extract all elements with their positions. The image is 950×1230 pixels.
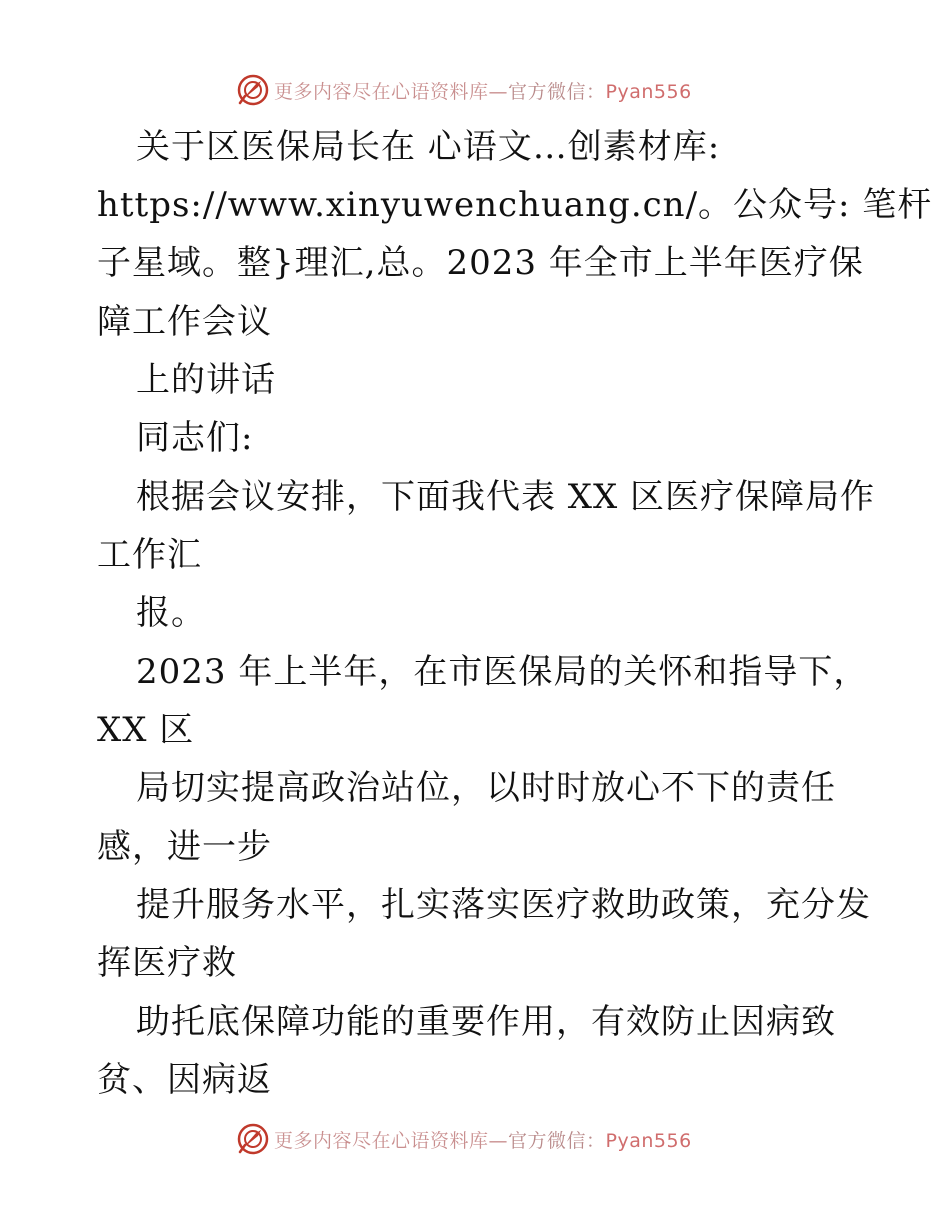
text-line: 挥医疗救 — [97, 943, 237, 983]
banner-slogan: 更多内容尽在心语资料库 — [274, 1129, 489, 1152]
text-line: 关于区医保局长在 心语文…创素材库: — [136, 127, 721, 167]
banner-dash: — — [488, 80, 509, 103]
brand-logo-icon — [236, 73, 270, 107]
text-line: 同志们: — [136, 418, 254, 458]
text-line: XX 区 — [97, 710, 195, 750]
banner-wechat-label: 官方微信： — [508, 1129, 606, 1152]
text-line: 感，进一步 — [97, 827, 272, 867]
text-line: https://www.xinyuwenchuang.cn/。公众号: 笔杆 — [97, 185, 933, 225]
text-line: 上的讲话 — [136, 360, 276, 400]
brand-logo-icon — [236, 1122, 270, 1156]
banner-wechat-label: 官方微信： — [508, 80, 606, 103]
header-banner — [236, 72, 692, 108]
text-line: 提升服务水平，扎实落实医疗救助政策，充分发 — [136, 885, 871, 925]
banner-text — [274, 1126, 692, 1153]
banner-wechat-id: Pyan556 — [605, 1129, 692, 1152]
banner-text — [274, 77, 692, 104]
banner-dash: — — [488, 1129, 509, 1152]
text-line: 局切实提高政治站位，以时时放心不下的责任 — [136, 768, 836, 808]
text-line: 子星域。整}理汇,总。2023 年全市上半年医疗保 — [97, 243, 864, 283]
text-line: 贫、因病返 — [97, 1060, 272, 1100]
text-line: 根据会议安排，下面我代表 XX 区医疗保障局作 — [136, 477, 876, 517]
banner-wechat-id: Pyan556 — [605, 80, 692, 103]
text-line: 障工作会议 — [97, 302, 272, 342]
footer-banner — [236, 1121, 692, 1157]
text-line: 2023 年上半年，在市医保局的关怀和指导下， — [136, 652, 869, 692]
text-line: 报。 — [136, 593, 206, 633]
text-line: 助托底保障功能的重要作用，有效防止因病致 — [136, 1002, 836, 1042]
text-line: 工作汇 — [97, 535, 202, 575]
banner-slogan: 更多内容尽在心语资料库 — [274, 80, 489, 103]
